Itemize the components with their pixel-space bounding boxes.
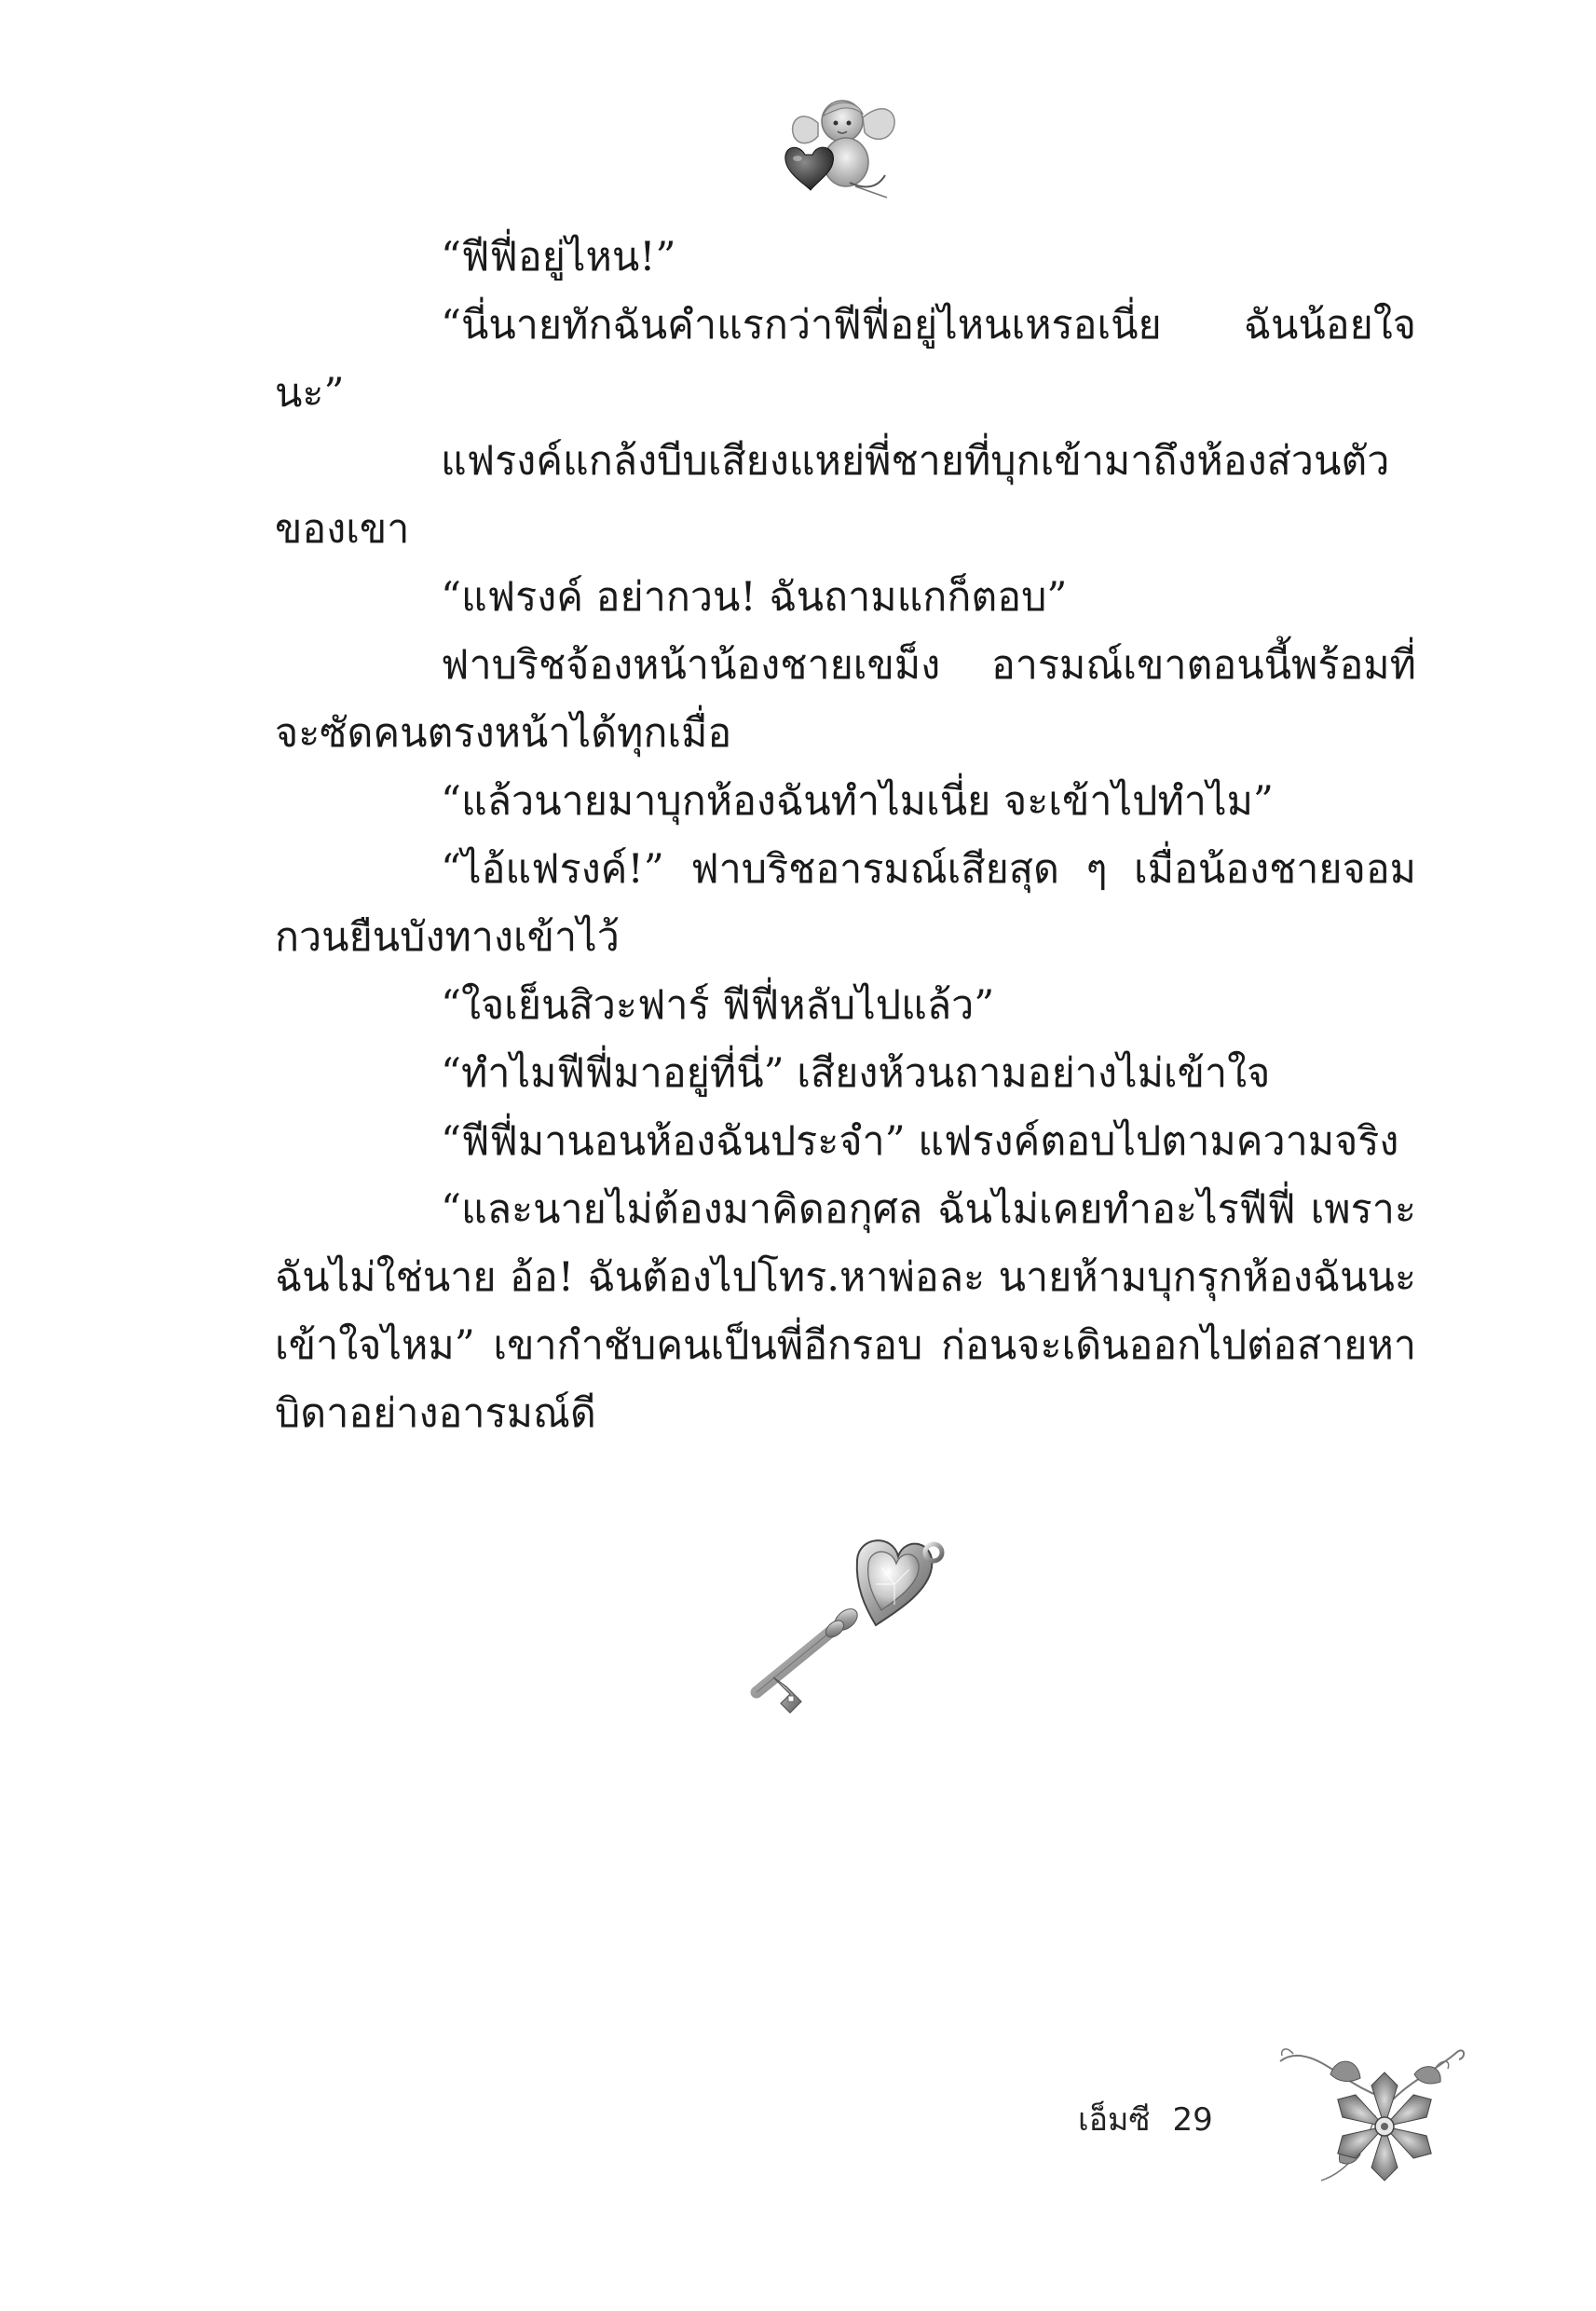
page-number: 29: [1172, 2101, 1213, 2139]
running-footer: [1078, 2094, 1213, 2144]
paragraph: แฟรงค์แกล้งบีบเสียงแหย่พี่ชายที่บุกเข้ามาถึงห้องส่วนตัวของเขา: [275, 438, 1390, 553]
cupid-heart-icon: [781, 89, 902, 201]
paragraph: “นี่นายทักฉันคำแรกว่าฟีฟี่อยู่ไหนเหรอเนี่ย ฉันน้อยใจนะ”: [275, 302, 1416, 417]
paragraph: “ไอ้แฟรงค์!” ฟาบริชอารมณ์เสียสุด ๆ เมื่อน้องชายจอมกวนยืนบังทางเข้าไว้: [275, 846, 1416, 961]
paragraph: “ฟีฟี่อยู่ไหน!”: [441, 234, 676, 280]
paragraph: “แล้วนายมาบุกห้องฉันทำไมเนี่ย จะเข้าไปทำไม”: [441, 778, 1274, 825]
story-text: [275, 224, 1416, 1448]
book-title-label: เอ็มซี: [1078, 2101, 1151, 2139]
paragraph: “ใจเย็นสิวะฟาร์ ฟีฟี่หลับไปแล้ว”: [441, 982, 995, 1029]
flower-vine-icon: [1275, 2041, 1470, 2199]
paragraph: ฟาบริชจ้องหน้าน้องชายเขม็ง อารมณ์เขาตอนนี้พร้อมที่จะซัดคนตรงหน้าได้ทุกเมื่อ: [275, 642, 1416, 757]
paragraph: “และนายไม่ต้องมาคิดอกุศล ฉันไม่เคยทำอะไรฟีฟี่ เพราะฉันไม่ใช่นาย อ้อ! ฉันต้องไปโทร.หาพ่อละ นายห้ามบุกรุกห้องฉันนะเข้าใจไหม” เขากำชับคนเป็นพี่อีกรอบ ก่อนจะเดินออกไปต่อสายหาบิดาอย่างอารมณ์ดี: [275, 1186, 1416, 1437]
paragraph: “แฟรงค์ อย่ากวน! ฉันถามแกก็ตอบ”: [441, 574, 1068, 621]
paragraph: “ทำไมฟีฟี่มาอยู่ที่นี่” เสียงห้วนถามอย่างไม่เข้าใจ: [441, 1050, 1271, 1097]
paragraph: “ฟีฟี่มานอนห้องฉันประจำ” แฟรงค์ตอบไปตามความจริง: [441, 1118, 1399, 1165]
heart-key-icon: [736, 1528, 950, 1715]
